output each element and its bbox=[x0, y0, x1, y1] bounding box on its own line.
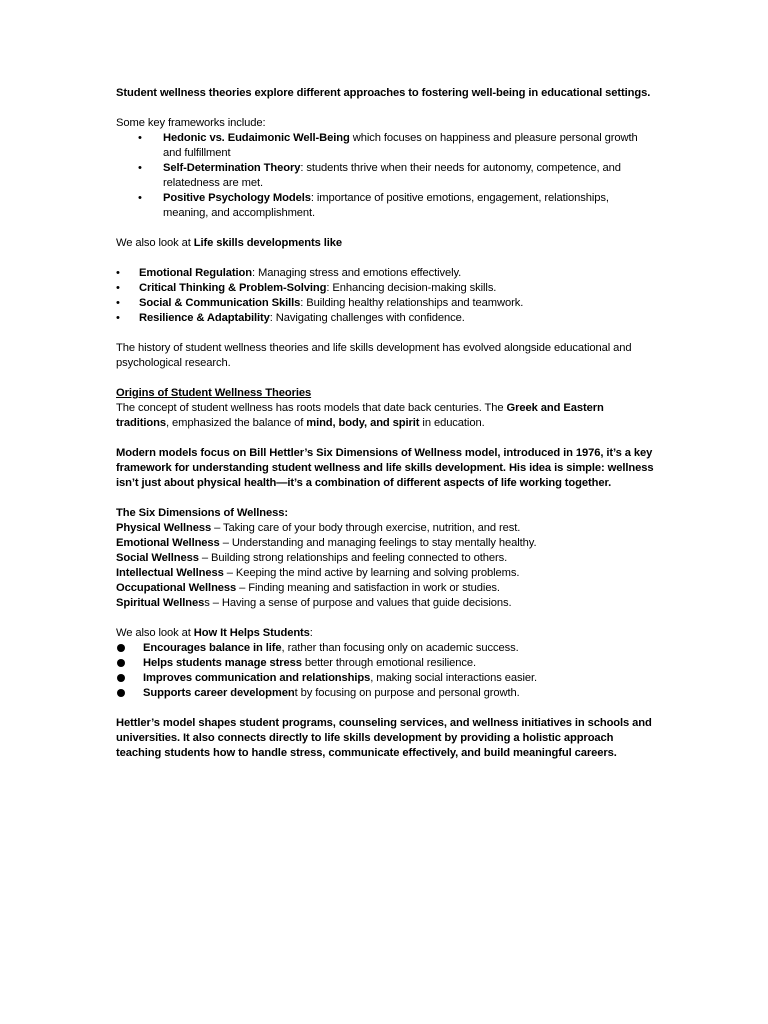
intro-heading: Student wellness theories explore different approaches to fostering well-being in educational settings. bbox=[116, 87, 651, 99]
list-item: • Resilience & Adaptability: Navigating challenges with confidence. bbox=[116, 312, 465, 324]
frameworks-list bbox=[116, 131, 656, 221]
list-item: Supports career development by focusing on purpose and personal growth. bbox=[116, 686, 656, 701]
list-item: • Social & Communication Skills: Building healthy relationships and teamwork. bbox=[116, 297, 524, 309]
dimension-line: Intellectual Wellness – Keeping the mind active by learning and solving problems. bbox=[116, 567, 520, 579]
filled-bullet-icon bbox=[117, 659, 125, 667]
dimension-line: Emotional Wellness – Understanding and managing feelings to stay mentally healthy. bbox=[116, 537, 537, 549]
list-item: • Self-Determination Theory: students thrive when their needs for autonomy, competence, and relatedness are met. bbox=[138, 162, 621, 189]
list-item: Improves communication and relationships, making social interactions easier. bbox=[116, 671, 656, 686]
dimension-line: Social Wellness – Building strong relationships and feeling connected to others. bbox=[116, 552, 508, 564]
document-body bbox=[116, 86, 656, 761]
list-item: Encourages balance in life, rather than focusing only on academic success. bbox=[116, 641, 656, 656]
hettler-intro-paragraph: Modern models focus on Bill Hettler’s Six Dimensions of Wellness model, introduced in 1976, it’s a key framework for understanding student wellness and life skills development. His idea is simple: wellness isn’t just about physical health—it’s a combination of different aspects of life working together. bbox=[116, 447, 654, 489]
bullet-icon: • bbox=[138, 132, 142, 144]
filled-bullet-icon bbox=[117, 674, 125, 682]
list-item: • Emotional Regulation: Managing stress and emotions effectively. bbox=[116, 267, 462, 279]
list-item: • Critical Thinking & Problem-Solving: Enhancing decision-making skills. bbox=[116, 282, 497, 294]
helps-list bbox=[116, 641, 656, 701]
six-dimensions-heading: The Six Dimensions of Wellness: bbox=[116, 507, 289, 519]
helps-lead: We also look at How It Helps Students: bbox=[116, 627, 313, 639]
dimension-line: Spiritual Wellness – Having a sense of purpose and values that guide decisions. bbox=[116, 597, 512, 609]
frameworks-lead: Some key frameworks include: bbox=[116, 117, 266, 129]
bullet-icon: • bbox=[116, 297, 120, 309]
filled-bullet-icon bbox=[117, 644, 125, 652]
life-skills-lead: We also look at Life skills developments like bbox=[116, 237, 342, 249]
list-item: Helps students manage stress better through emotional resilience. bbox=[116, 656, 656, 671]
origins-paragraph: The concept of student wellness has roots models that date back centuries. The Greek and Eastern traditions, emphasized the balance of mind, body, and spirit in education. bbox=[116, 402, 604, 429]
history-paragraph: The history of student wellness theories and life skills development has evolved alongside educational and psychological research. bbox=[116, 342, 632, 369]
dimension-line: Occupational Wellness – Finding meaning and satisfaction in work or studies. bbox=[116, 582, 500, 594]
dimension-line: Physical Wellness – Taking care of your body through exercise, nutrition, and rest. bbox=[116, 522, 521, 534]
list-item: • Hedonic vs. Eudaimonic Well-Being which focuses on happiness and pleasure personal growth and fulfillment bbox=[138, 132, 638, 159]
bullet-icon: • bbox=[138, 192, 142, 204]
origins-heading: Origins of Student Wellness Theories bbox=[116, 387, 312, 399]
bullet-icon: • bbox=[116, 267, 120, 279]
bullet-icon: • bbox=[116, 312, 120, 324]
bullet-icon: • bbox=[138, 162, 142, 174]
filled-bullet-icon bbox=[117, 689, 125, 697]
conclusion-paragraph: Hettler’s model shapes student programs, counseling services, and wellness initiatives in schools and universities. It also connects directly to life skills development by providing a holistic approach teaching students how to handle stress, communicate effectively, and build meaningful careers. bbox=[116, 717, 652, 759]
list-item: • Positive Psychology Models: importance of positive emotions, engagement, relationships, meaning, and accomplishment. bbox=[138, 192, 609, 219]
bullet-icon: • bbox=[116, 282, 120, 294]
life-skills-list bbox=[116, 266, 656, 326]
